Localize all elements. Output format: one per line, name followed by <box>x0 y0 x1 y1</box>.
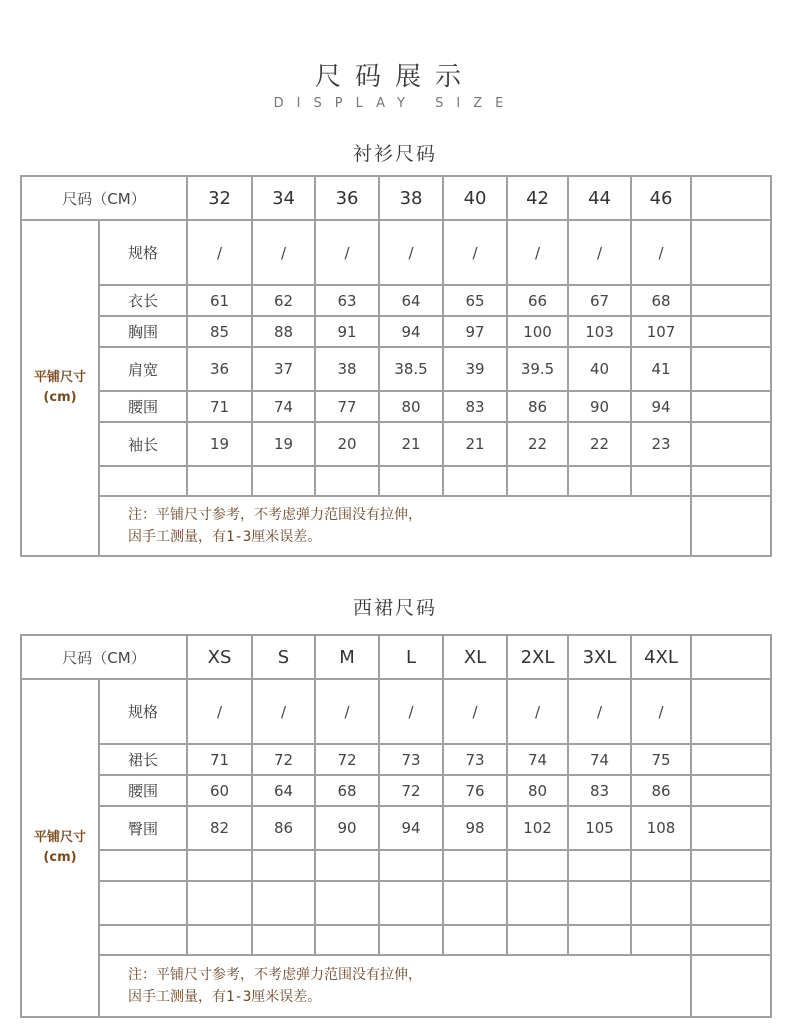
shirt-size-header: 32 <box>187 176 252 220</box>
spec-value: / <box>379 220 443 285</box>
group-label-line2: (cm) <box>43 390 77 405</box>
group-label-line1: 平铺尺寸 <box>33 830 86 845</box>
table-cell: 64 <box>252 775 315 806</box>
empty-cell <box>379 925 443 955</box>
table-cell: 39 <box>443 347 507 391</box>
blank-cell <box>691 496 771 556</box>
empty-cell <box>631 850 691 881</box>
shirt-size-header: 40 <box>443 176 507 220</box>
table-cell: 74 <box>252 391 315 422</box>
empty-cell <box>507 925 568 955</box>
blank-cell <box>691 466 771 496</box>
spec-value: / <box>631 679 691 744</box>
empty-cell <box>252 881 315 925</box>
empty-cell <box>568 881 631 925</box>
table-cell: 90 <box>568 391 631 422</box>
table-cell: 41 <box>631 347 691 391</box>
skirt-note <box>99 955 691 1017</box>
table-cell: 72 <box>379 775 443 806</box>
table-cell: 86 <box>507 391 568 422</box>
blank-cell <box>691 422 771 466</box>
note-line1: 注：平铺尺寸参考，不考虑弹力范围没有拉伸， <box>128 967 422 983</box>
spec-value: / <box>507 679 568 744</box>
row-label: 腰围 <box>99 391 187 422</box>
empty-cell <box>507 466 568 496</box>
empty-cell <box>99 881 187 925</box>
table-cell: 60 <box>187 775 252 806</box>
spec-value: / <box>315 679 379 744</box>
empty-cell <box>315 881 379 925</box>
empty-cell <box>99 925 187 955</box>
row-label: 腰围 <box>99 775 187 806</box>
table-cell: 68 <box>315 775 379 806</box>
spec-label: 规格 <box>99 679 187 744</box>
skirt-size-header: 2XL <box>507 635 568 679</box>
blank-cell <box>691 347 771 391</box>
table-cell: 85 <box>187 316 252 347</box>
table-cell: 91 <box>315 316 379 347</box>
shirt-group-label <box>21 220 99 556</box>
blank-cell <box>691 391 771 422</box>
table-cell: 80 <box>379 391 443 422</box>
empty-cell <box>252 466 315 496</box>
table-cell: 38.5 <box>379 347 443 391</box>
table-cell: 65 <box>443 285 507 316</box>
blank-cell <box>691 925 771 955</box>
table-cell: 102 <box>507 806 568 850</box>
group-label-line2: (cm) <box>43 850 77 865</box>
empty-cell <box>99 850 187 881</box>
table-cell: 37 <box>252 347 315 391</box>
table-cell: 22 <box>568 422 631 466</box>
skirt-group-label <box>21 679 99 1017</box>
shirt-size-table <box>20 175 772 557</box>
page-title: 尺码展示 <box>314 62 475 92</box>
skirt-size-header: L <box>379 635 443 679</box>
spec-value: / <box>379 679 443 744</box>
blank-cell <box>691 635 771 679</box>
table-cell: 74 <box>568 744 631 775</box>
row-label: 袖长 <box>99 422 187 466</box>
table-cell: 103 <box>568 316 631 347</box>
table-cell: 76 <box>443 775 507 806</box>
empty-cell <box>187 881 252 925</box>
empty-cell <box>379 881 443 925</box>
table-cell: 108 <box>631 806 691 850</box>
table-cell: 80 <box>507 775 568 806</box>
blank-cell <box>691 850 771 881</box>
skirt-size-header: S <box>252 635 315 679</box>
table-cell: 90 <box>315 806 379 850</box>
empty-cell <box>379 850 443 881</box>
spec-value: / <box>443 220 507 285</box>
table-cell: 72 <box>315 744 379 775</box>
table-cell: 83 <box>568 775 631 806</box>
table-cell: 83 <box>443 391 507 422</box>
row-label: 胸围 <box>99 316 187 347</box>
table-cell: 94 <box>631 391 691 422</box>
row-label: 衣长 <box>99 285 187 316</box>
note-line2: 因手工测量，有1-3厘米误差。 <box>128 529 322 545</box>
shirt-note <box>99 496 691 556</box>
table-cell: 20 <box>315 422 379 466</box>
row-label: 臀围 <box>99 806 187 850</box>
table-cell: 88 <box>252 316 315 347</box>
page-subtitle: DISPLAY SIZE <box>273 96 517 111</box>
empty-cell <box>252 850 315 881</box>
table-cell: 73 <box>379 744 443 775</box>
table-cell: 86 <box>631 775 691 806</box>
empty-cell <box>631 881 691 925</box>
empty-cell <box>443 881 507 925</box>
skirt-size-header: XS <box>187 635 252 679</box>
blank-cell <box>691 316 771 347</box>
empty-cell <box>315 466 379 496</box>
skirt-size-header: 3XL <box>568 635 631 679</box>
table-cell: 100 <box>507 316 568 347</box>
table-cell: 19 <box>187 422 252 466</box>
empty-cell <box>315 850 379 881</box>
table-cell: 21 <box>443 422 507 466</box>
skirt-size-header: M <box>315 635 379 679</box>
table-cell: 94 <box>379 316 443 347</box>
table-cell: 67 <box>568 285 631 316</box>
spec-label: 规格 <box>99 220 187 285</box>
table-cell: 77 <box>315 391 379 422</box>
table-cell: 71 <box>187 744 252 775</box>
spec-value: / <box>443 679 507 744</box>
empty-cell <box>187 925 252 955</box>
table-cell: 22 <box>507 422 568 466</box>
table-cell: 66 <box>507 285 568 316</box>
table-cell: 98 <box>443 806 507 850</box>
empty-cell <box>631 925 691 955</box>
table-cell: 23 <box>631 422 691 466</box>
spec-value: / <box>187 679 252 744</box>
table-cell: 19 <box>252 422 315 466</box>
table-cell: 75 <box>631 744 691 775</box>
empty-cell <box>315 925 379 955</box>
skirt-section-title: 西裙尺码 <box>352 597 437 619</box>
skirt-size-table <box>20 634 772 1018</box>
note-line2: 因手工测量，有1-3厘米误差。 <box>128 989 322 1005</box>
shirt-size-header: 34 <box>252 176 315 220</box>
empty-cell <box>568 466 631 496</box>
empty-cell <box>568 850 631 881</box>
spec-value: / <box>187 220 252 285</box>
spec-value: / <box>568 679 631 744</box>
table-cell: 39.5 <box>507 347 568 391</box>
table-cell: 71 <box>187 391 252 422</box>
blank-cell <box>691 955 771 1017</box>
empty-cell <box>99 466 187 496</box>
blank-cell <box>691 881 771 925</box>
spec-value: / <box>315 220 379 285</box>
shirt-size-header: 42 <box>507 176 568 220</box>
blank-cell <box>691 285 771 316</box>
blank-cell <box>691 176 771 220</box>
shirt-size-header: 46 <box>631 176 691 220</box>
empty-cell <box>507 850 568 881</box>
empty-cell <box>443 925 507 955</box>
table-cell: 105 <box>568 806 631 850</box>
blank-cell <box>691 679 771 744</box>
shirt-size-header: 38 <box>379 176 443 220</box>
table-cell: 62 <box>252 285 315 316</box>
table-cell: 94 <box>379 806 443 850</box>
table-cell: 72 <box>252 744 315 775</box>
table-cell: 64 <box>379 285 443 316</box>
skirt-header-label: 尺码（CM） <box>21 635 187 679</box>
blank-cell <box>691 775 771 806</box>
spec-value: / <box>252 220 315 285</box>
table-cell: 40 <box>568 347 631 391</box>
spec-value: / <box>568 220 631 285</box>
table-cell: 73 <box>443 744 507 775</box>
shirt-section-title: 衬衫尺码 <box>352 143 437 165</box>
table-cell: 36 <box>187 347 252 391</box>
spec-value: / <box>631 220 691 285</box>
blank-cell <box>691 744 771 775</box>
shirt-header-label: 尺码（CM） <box>21 176 187 220</box>
empty-cell <box>443 850 507 881</box>
blank-cell <box>691 806 771 850</box>
table-cell: 86 <box>252 806 315 850</box>
table-cell: 68 <box>631 285 691 316</box>
table-cell: 21 <box>379 422 443 466</box>
note-line1: 注：平铺尺寸参考，不考虑弹力范围没有拉伸， <box>128 507 422 523</box>
empty-cell <box>252 925 315 955</box>
shirt-size-header: 36 <box>315 176 379 220</box>
table-cell: 82 <box>187 806 252 850</box>
empty-cell <box>187 466 252 496</box>
empty-cell <box>631 466 691 496</box>
table-cell: 61 <box>187 285 252 316</box>
table-cell: 63 <box>315 285 379 316</box>
spec-value: / <box>507 220 568 285</box>
empty-cell <box>443 466 507 496</box>
table-cell: 107 <box>631 316 691 347</box>
empty-cell <box>379 466 443 496</box>
table-cell: 74 <box>507 744 568 775</box>
empty-cell <box>187 850 252 881</box>
row-label: 肩宽 <box>99 347 187 391</box>
group-label-line1: 平铺尺寸 <box>33 370 86 385</box>
table-cell: 38 <box>315 347 379 391</box>
skirt-size-header: 4XL <box>631 635 691 679</box>
empty-cell <box>568 925 631 955</box>
empty-cell <box>507 881 568 925</box>
row-label: 裙长 <box>99 744 187 775</box>
spec-value: / <box>252 679 315 744</box>
blank-cell <box>691 220 771 285</box>
table-cell: 97 <box>443 316 507 347</box>
shirt-size-header: 44 <box>568 176 631 220</box>
skirt-size-header: XL <box>443 635 507 679</box>
